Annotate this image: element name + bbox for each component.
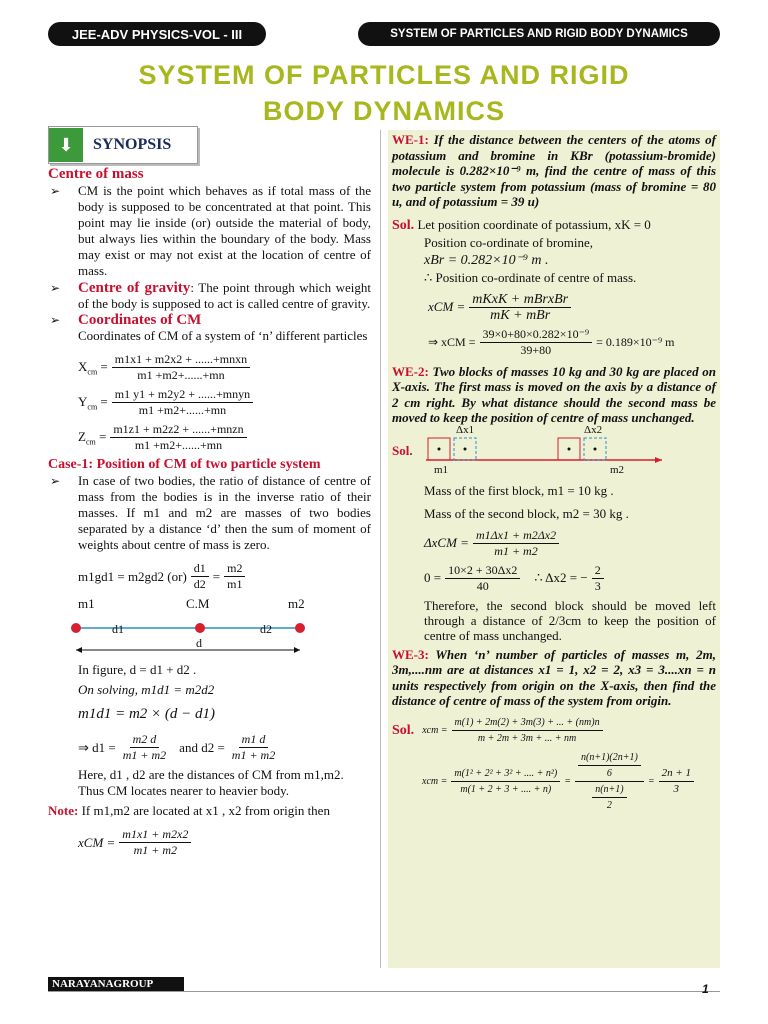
fig-d2-label: d2 bbox=[260, 622, 272, 636]
cm-definition: ➢ CM is the point which behaves as if total mass of the body is supposed to be concentrated at that point. This point may lie inside (or) outside the material of body, but always lies within the boundary of the body. Mass may exist or may not exist at the location of centre of mass. bbox=[50, 183, 371, 278]
d1-expand-eq: m1d1 = m2 × (d − d1) bbox=[78, 706, 216, 722]
down-arrow-icon: ⬇ bbox=[49, 128, 83, 162]
case1-heading: Case-1: Position of CM of two particle system bbox=[48, 457, 321, 472]
synopsis-badge bbox=[48, 126, 198, 164]
page-number: 1 bbox=[702, 982, 709, 996]
bullet-arrow-icon: ➢ bbox=[50, 313, 61, 327]
heavier-body-note: Thus CM locates nearer to heavier body. bbox=[78, 783, 290, 798]
coord-section: ➢ Coordinates of CM Coordinates of CM of a system of ‘n’ different particles bbox=[50, 312, 368, 343]
we1-cm-formula: xCM = $\frac{\text{mKxK + mBrxBr}}{\text{mK + mBr}}$ bbox=[428, 292, 716, 323]
we3-cm-result: xcm = $\frac{\text{m(1² + 2² + 3² + .... + n²)}}{m(1 + 2 + 3 + .... + n)}$ = $\frac{\frac{n(n+1)(2n+1)}{6}}{\frac{n(n+1)}{2}}$ = $\frac{2n + 1}{3}$ bbox=[422, 750, 716, 813]
moment-equation: m1gd1 = m2gd2 (or) $\frac{d1}{d2}$ = $\frac{m2}{m1}$ bbox=[78, 561, 371, 592]
page-title-line2: BODY DYNAMICS bbox=[262, 96, 506, 126]
we2-cm-formula: ΔxCM = $\frac{m1\Delta x1 + m2\Delta x2}{m1 + m2}$ bbox=[424, 528, 716, 559]
we2-conclusion: Therefore, the second block should be moved left through a distance of 2/3cm to keep the position of centre of mass unchanged. bbox=[424, 597, 716, 643]
fig2-m1-label: m1 bbox=[434, 463, 449, 476]
right-column-panel bbox=[388, 130, 720, 968]
two-particle-figure bbox=[48, 596, 371, 662]
cg-heading: Centre of gravity bbox=[78, 280, 191, 296]
fig2-dx2-label: Δx2 bbox=[584, 423, 603, 436]
bullet-arrow-icon: ➢ bbox=[50, 184, 61, 198]
cg-definition: ➢ Centre of gravity: The point through which weight of the body is supposed to act is called centre of gravity. bbox=[50, 280, 372, 311]
fig-cm-label: C.M bbox=[186, 596, 210, 611]
bullet-arrow-icon: ➢ bbox=[50, 281, 61, 295]
fig-m2-label: m2 bbox=[288, 596, 305, 611]
publisher-brand: NARAYANAGROUP bbox=[48, 977, 184, 991]
fig-m1-label: m1 bbox=[78, 596, 95, 611]
we3-question: WE-3: When ‘n’ number of particles of masses m, 2m, 3m,....nm are at distances x1 = 1, x2 = 2, x3 = 3....xn = n units respectively from origin on the X-axis, then find the distance of centre of mass of the system from origin. bbox=[392, 646, 716, 708]
coord-heading: Coordinates of CM bbox=[78, 312, 202, 328]
page-title-line1: SYSTEM OF PARTICLES AND RIGID bbox=[138, 60, 630, 90]
header-chapter: SYSTEM OF PARTICLES AND RIGID BODY DYNAMICS bbox=[358, 22, 720, 46]
we3-cm-formula: Sol. xcm = $\frac{m(1) + 2m(2) + 3m(3) + ... + (nm)n}{m + 2m + 3m + ... + nm}$ bbox=[392, 715, 716, 746]
header-volume: JEE-ADV PHYSICS-VOL - III bbox=[48, 22, 266, 46]
synopsis-label: SYNOPSIS bbox=[93, 136, 172, 153]
footer-rule bbox=[48, 991, 720, 992]
fig-explain: In figure, d = d1 + d2 . bbox=[78, 662, 197, 677]
centre-of-mass-heading: Centre of mass bbox=[48, 166, 144, 182]
blocks-diagram bbox=[426, 436, 666, 468]
zcm-equation: $Z_{cm}$ = $\frac{\text{m1z1 + m2z2 + ......+mnzn}}{m1 +m2+......+mn}$ bbox=[48, 422, 371, 453]
d1-d2-equation: ⇒ d1 = $\frac{m2 d}{m1 + m2}$ and d2 = $\frac{m1 d}{m1 + m2}$ bbox=[78, 732, 276, 762]
we2-sol-tag: Sol. bbox=[392, 442, 413, 458]
we1-cm-result: ⇒ xCM = $\frac{\text{39×0+80×0.282×10⁻⁹}}{39+80}$ = 0.189×10⁻⁹ m bbox=[428, 326, 675, 357]
we1-solution: Sol. Let position coordinate of potassium, xK = 0 Position co-ordinate of bromine, xBr = 0.282×10⁻⁹ m . ∴ Position co-ordinate of centre of mass. bbox=[392, 216, 651, 285]
case1-text: ➢ In case of two bodies, the ratio of distance of centre of mass from the bodies is in the inverse ratio of their masses. If m1 and m2 are masses of two bodies separated by a distance ‘d’ then the sum of moment of weights about centre of mass is zero. bbox=[50, 473, 371, 552]
distances-note: Here, d1 , d2 are the distances of CM from m1,m2. bbox=[78, 767, 344, 782]
two-particle-diagram bbox=[68, 614, 318, 662]
we2-cm-result: 0 = $\frac{10\times 2 + 30\Delta x2}{40}$ ∴ Δx2 = − $\frac{2}{3}$ bbox=[424, 563, 716, 594]
left-column bbox=[48, 166, 371, 862]
blocks-figure bbox=[392, 423, 716, 476]
we2-question: WE-2: Two blocks of masses 10 kg and 30 kg are placed on X-axis. The first mass is moved on the axis by a distance of 2 cm right. By what distance should the second mass be moved to keep the position of centre of mass unchanged. bbox=[392, 363, 716, 425]
xcm-equation: $X_{cm}$ = $\frac{\text{m1x1 + m2x2 + ......+mnxn}}{m1 +m2+......+mn}$ bbox=[48, 352, 371, 383]
fig-d1-label: d1 bbox=[112, 622, 124, 636]
solving-eq: On solving, m1d1 = m2d2 bbox=[78, 682, 215, 697]
column-divider bbox=[380, 130, 381, 968]
fig-d-label: d bbox=[196, 636, 202, 650]
fig2-dx1-label: Δx1 bbox=[456, 423, 475, 436]
xcm-two-particle-eq: xCM = $\frac{m1x1 + m2x2}{m1 + m2}$ bbox=[78, 827, 371, 858]
we1-question: WE-1: If the distance between the centers of the atoms of potassium and bromine in KBr (potassium-bromide) molecule is 0.282×10⁻⁹ m, find the centre of mass of this two particle system from potassium (mass of bromine = 80 u, and of potassium = 39 u) bbox=[392, 132, 717, 209]
we2-solution: Mass of the first block, m1 = 10 kg . Mass of the second block, m2 = 30 kg . bbox=[424, 482, 629, 521]
ycm-equation: $Y_{cm}$ = $\frac{\text{m1 y1 + m2y2 + ......+mnyn}}{m1 +m2+......+mn}$ bbox=[48, 387, 371, 418]
note-line: Note: If m1,m2 are located at x1 , x2 from origin then bbox=[48, 803, 330, 818]
fig2-m2-label: m2 bbox=[610, 463, 625, 476]
bullet-arrow-icon: ➢ bbox=[50, 474, 61, 488]
